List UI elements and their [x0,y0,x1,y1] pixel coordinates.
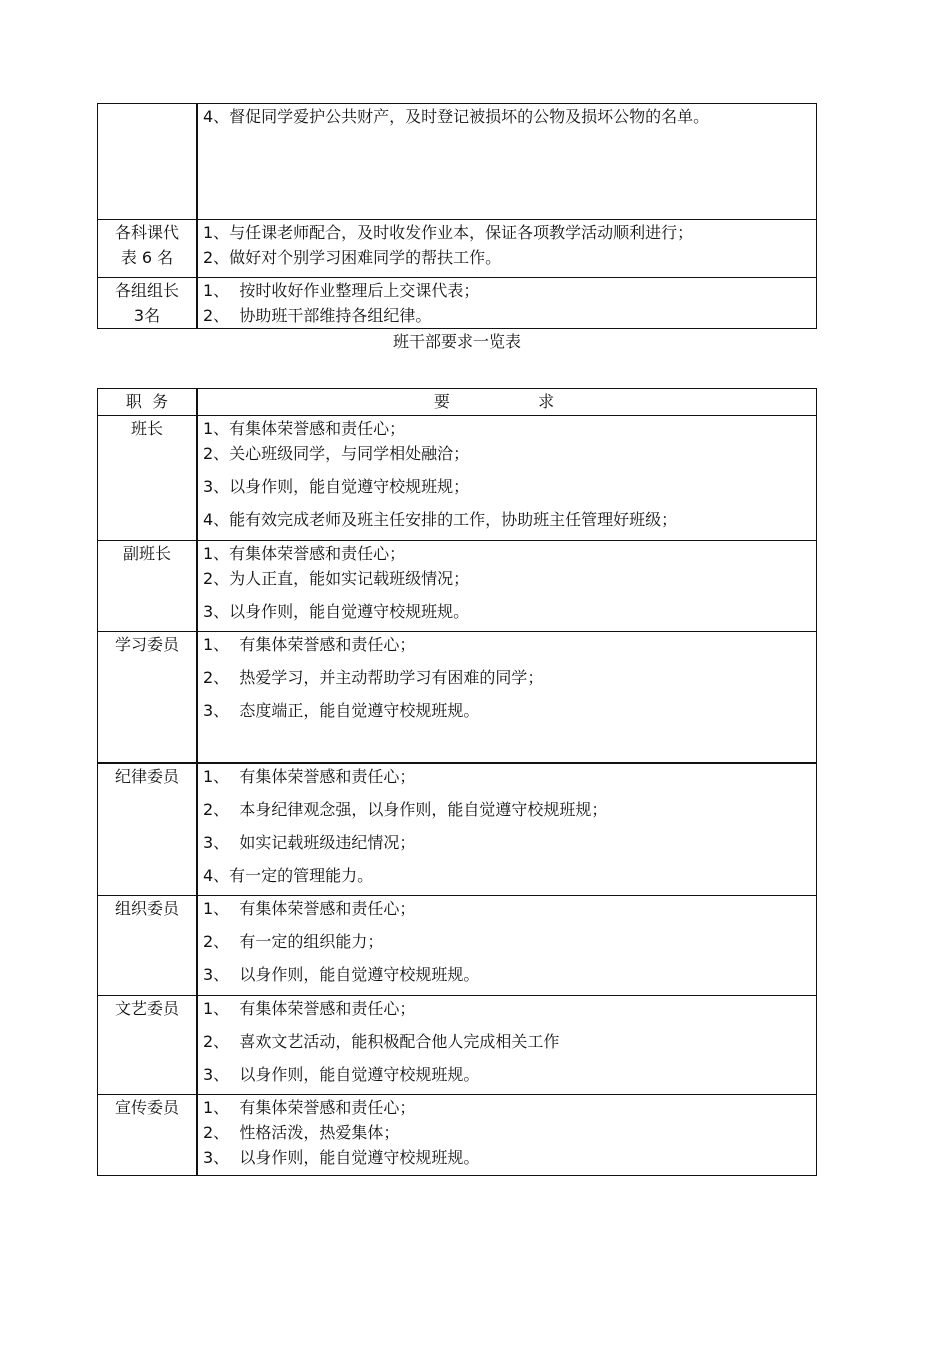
requirements-cell [197,632,817,763]
table-row [98,632,817,763]
table-header-row [98,389,817,416]
table-row [98,763,817,896]
requirements-cell [197,104,817,220]
role-cell [98,416,198,541]
requirement-line: 2、 喜欢文艺活动，能积极配合他人完成相关工作 [203,1032,560,1051]
requirement-line: 3、 如实记载班级违纪情况； [203,832,416,852]
class-cadre-requirements-table [97,388,817,1176]
requirement-line: 2、关心班级同学，与同学相处融洽； [203,444,470,463]
role-cell [98,1095,198,1176]
requirement-line: 2、 本身纪律观念强，以身作则，能自觉遵守校规班规； [203,799,608,819]
requirement-line: 4、有一定的管理能力。 [203,865,374,885]
requirement-line: 3、 以身作则，能自觉遵守校规班规。 [203,965,480,984]
duties-table-continued [97,103,817,329]
role-cell [98,763,198,896]
requirements-cell [197,1095,817,1176]
role-label: 各科课代 [114,223,179,242]
requirement-line: 3、 态度端正，能自觉遵守校规班规。 [203,701,480,720]
role-label: 组织委员 [114,899,179,918]
table-row [98,104,817,220]
requirement-line: 1、 按时收好作业整理后上交课代表； [203,281,480,300]
requirements-cell [197,278,817,329]
table-row [98,220,817,278]
role-cell [98,896,198,996]
role-cell [98,104,198,220]
role-cell [98,996,198,1095]
role-label: 表 6 名 [120,248,174,267]
role-cell [98,541,198,632]
table-title: 班干部要求一览表 [392,332,521,351]
requirements-cell [197,416,817,541]
requirements-cell [197,896,817,996]
requirement-line: 2、 协助班干部维持各组纪律。 [203,306,432,325]
requirement-line: 1、 有集体荣誉感和责任心； [203,899,416,918]
role-label: 3名 [133,306,161,325]
requirement-line: 2、 性格活泼，热爱集体； [203,1123,400,1142]
header-requirement-label: 要 求 [433,392,581,411]
requirement-line: 1、 有集体荣誉感和责任心； [203,1098,416,1117]
role-label: 纪律委员 [114,766,179,786]
requirements-body [98,416,817,1176]
role-cell [98,278,198,329]
table-row [98,278,817,329]
requirement-line: 1、 有集体荣誉感和责任心； [203,999,416,1018]
requirement-line: 4、督促同学爱护公共财产，及时登记被损坏的公物及损坏公物的名单。 [203,107,710,126]
header-requirement [197,389,817,416]
requirement-line: 2、 热爱学习，并主动帮助学习有困难的同学； [203,668,544,687]
role-label: 宣传委员 [114,1098,179,1117]
role-label: 班长 [130,419,163,438]
requirement-line: 3、以身作则，能自觉遵守校规班规。 [203,602,470,621]
role-label: 各组组长 [114,281,179,300]
requirements-cell [197,541,817,632]
role-cell [98,220,198,278]
requirement-line: 1、有集体荣誉感和责任心； [203,544,406,563]
table-row [98,416,817,541]
requirement-line: 3、 以身作则，能自觉遵守校规班规。 [203,1065,480,1084]
requirement-line: 3、以身作则，能自觉遵守校规班规； [203,477,470,496]
requirements-cell [197,996,817,1095]
requirement-line: 3、 以身作则，能自觉遵守校规班规。 [203,1148,480,1167]
table-row [98,541,817,632]
requirement-line: 1、 有集体荣誉感和责任心； [203,635,416,654]
requirement-line: 2、为人正直，能如实记载班级情况； [203,569,470,588]
table-row [98,1095,817,1176]
table-row [98,996,817,1095]
requirements-cell [197,763,817,896]
requirement-line: 2、做好对个别学习困难同学的帮扶工作。 [203,248,502,267]
requirement-line: 4、能有效完成老师及班主任安排的工作，协助班主任管理好班级； [203,510,678,529]
role-label: 副班长 [122,544,171,563]
role-label: 文艺委员 [114,999,179,1018]
header-role: 职 务 [98,389,198,416]
requirement-line: 1、与任课老师配合，及时收发作业本，保证各项教学活动顺利进行； [203,223,694,242]
requirements-cell [197,220,817,278]
requirement-line: 2、 有一定的组织能力； [203,932,384,951]
requirement-line: 1、有集体荣誉感和责任心； [203,419,406,438]
table-row [98,896,817,996]
role-label: 学习委员 [114,635,179,654]
requirement-line: 1、 有集体荣誉感和责任心； [203,766,416,786]
role-cell [98,632,198,763]
